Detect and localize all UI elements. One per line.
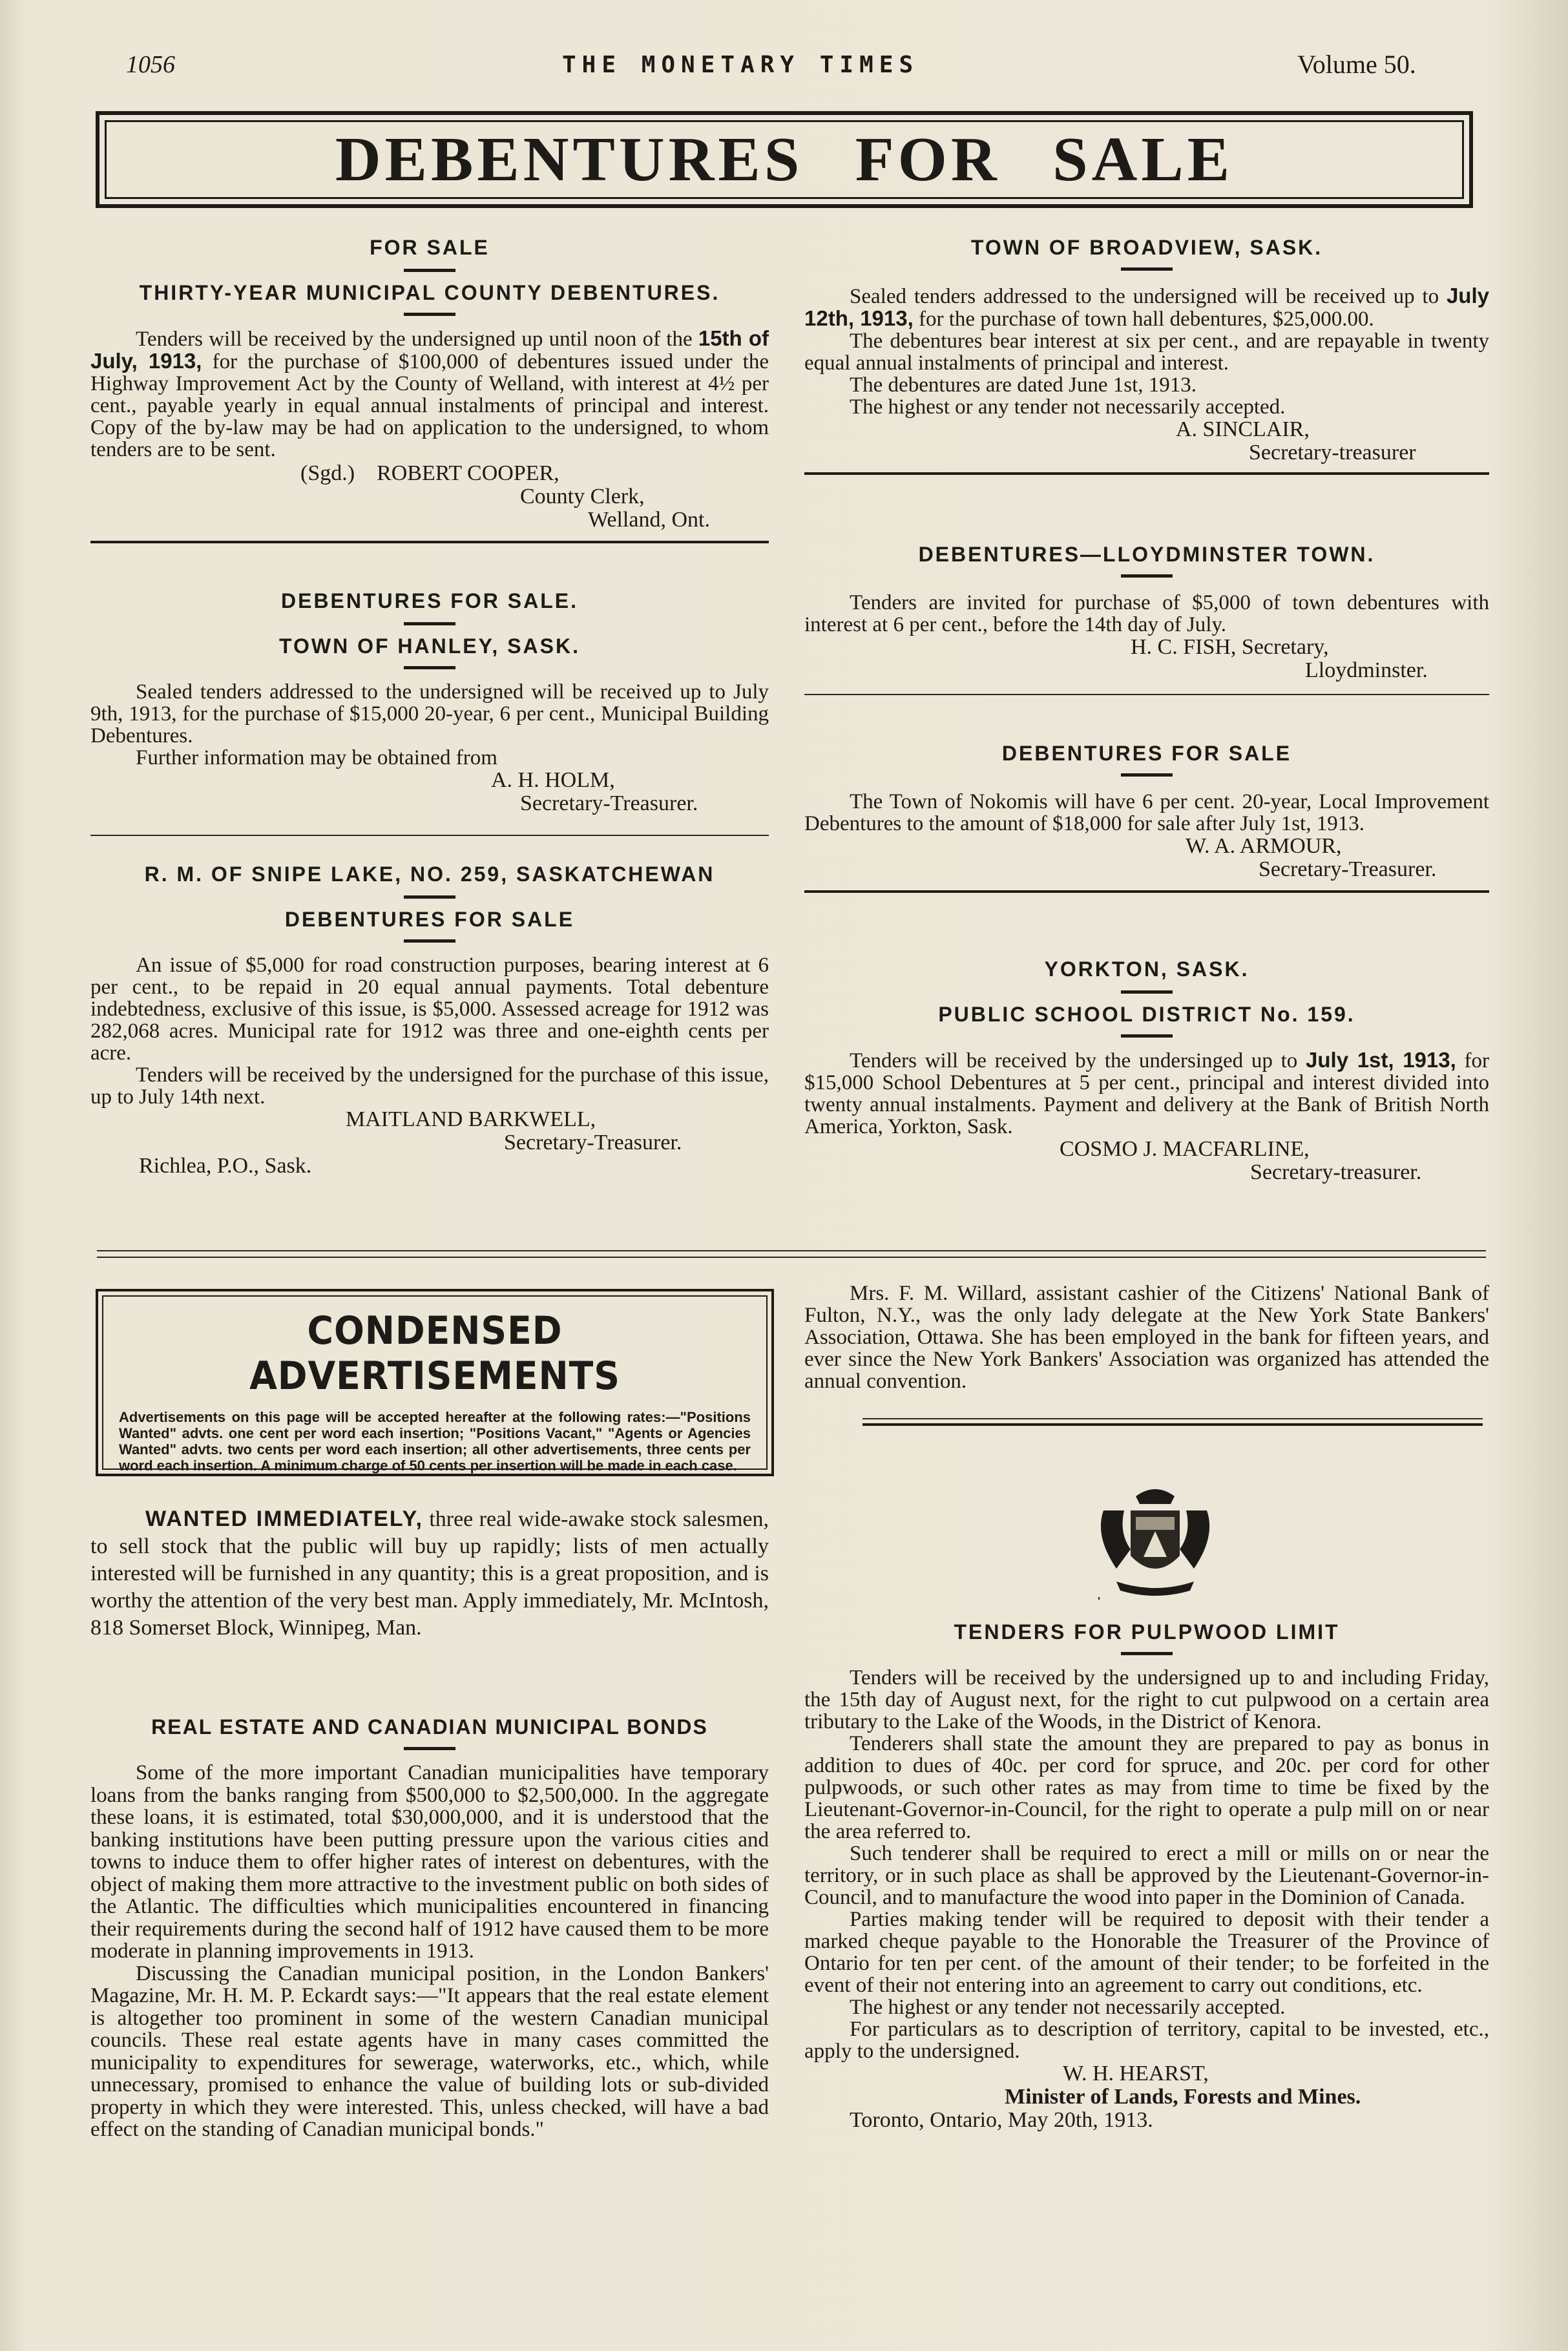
yorkton-sig-name: COSMO J. MACFARLINE, (1060, 1137, 1310, 1161)
broadview-p3: The debentures are dated June 1st, 1913. (850, 373, 1197, 397)
divider-dash (404, 313, 455, 316)
divider-dash (404, 666, 455, 669)
real-estate-p2: Discussing the Canadian municipal position, in the London Bankers' Magazine, Mr. H. M. P. Eckardt says:—"It appears that the real estate element is altogether too prominent in some of the western Canadian municipal councils. These real estate agents have in many cases committed the municipality to expenditures for sewerage, waterworks, etc., which, while unnecessary, promised to enhance the value of building lots or sub-divided property in which they were interested. This, unless checked, will have a bad effect on the standing of Canadian municipal bonds." (90, 1961, 769, 2141)
yorkton-ad (804, 957, 1489, 1184)
divider-dash (1121, 1034, 1173, 1038)
wanted-ad (90, 1505, 769, 1642)
divider-dash (404, 1747, 455, 1750)
yorkton-paragraph: Tenders will be received by the undersinged up to July 1st, 1913, for $15,000 School Debentures at 5 per cent., principal and interest divided into twenty annual instalments. Payment and delivery at the Bank of British North America, Yorkton, Sask. (804, 1048, 1489, 1138)
debentures-banner (96, 111, 1473, 208)
volume-label: Volume 50. (1297, 50, 1416, 79)
real-estate-head: REAL ESTATE AND CANADIAN MUNICIPAL BONDS (151, 1715, 708, 1739)
welland-signature: (Sgd.) ROBERT COOPER, (300, 461, 559, 485)
snipe-sig-place: Richlea, P.O., Sask. (139, 1154, 312, 1178)
pulpwood-sig-title: Minister of Lands, Forests and Mines. (1005, 2085, 1361, 2109)
yorkton-head1: YORKTON, SASK. (1044, 957, 1249, 981)
section-rule (862, 1418, 1483, 1426)
hanley-sig-name: A. H. HOLM, (491, 768, 615, 792)
nokomis-sig-name: W. A. ARMOUR, (1186, 834, 1342, 858)
section-rule (804, 472, 1489, 475)
divider-dash (1121, 574, 1173, 578)
broadview-p1: Sealed tenders addressed to the undersigned will be received up to July 12th, 1913, for the purchase of town hall debentures, $25,000.00. (804, 284, 1489, 331)
welland-head1: FOR SALE (370, 236, 490, 259)
hanley-ad (90, 589, 769, 836)
section-rule (804, 694, 1489, 695)
broadview-p4: The highest or any tender not necessarily accepted. (850, 395, 1286, 419)
snipe-head2: DEBENTURES FOR SALE (284, 908, 575, 931)
hanley-paragraph: Sealed tenders addressed to the undersigned will be received up to July 9th, 1913, for the purchase of $15,000 20-year, 6 per cent., Municipal Building Debentures. (90, 680, 769, 747)
snipe-paragraph2: Tenders will be received by the undersigned for the purchase of this issue, up to July 14th next. (90, 1063, 769, 1109)
page-number: 1056 (126, 51, 175, 78)
wanted-paragraph: WANTED IMMEDIATELY, three real wide-awake stock salesmen, to sell stock that the public will buy up rapidly; lists of men actually interested will be furnished in any quantity; this is a great proposition, and is worthy the attention of the very best man. Apply immediately, Mr. McIntosh, 818 Somerset Block, Winnipeg, Man. (90, 1507, 769, 1640)
condensed-ads-box (96, 1289, 774, 1476)
willard-paragraph: Mrs. F. M. Willard, assistant cashier of the Citizens' National Bank of Fulton, N.Y., was the only lady delegate at the New York State Bankers' Association, Ottawa. She has been employed in the bank for fifteen years, and ever since the New York Bankers' Association was organized has attended the annual convention. (804, 1282, 1489, 1393)
pulpwood-p2: Tenderers shall state the amount they are prepared to pay as bonus in addition to dues of 40c. per cord for spruce, and 20c. per cord for other pulpwoods, or such other rates as may from time to time be fixed by the Lieutenant-Governor-in-Council, for the right to operate a pulp mill on or near the area referred to. (804, 1732, 1489, 1843)
yorkton-sig-title: Secretary-treasurer. (1250, 1160, 1422, 1184)
divider-dash (1121, 990, 1173, 994)
broadview-sig-title: Secretary-treasurer (1249, 441, 1416, 465)
divider-dash (404, 622, 455, 625)
welland-ad (90, 236, 769, 543)
yorkton-head2: PUBLIC SCHOOL DISTRICT No. 159. (938, 1003, 1355, 1026)
divider-dash (1121, 267, 1173, 271)
hanley-paragraph2: Further information may be obtained from (136, 746, 497, 769)
pulpwood-tender (804, 1620, 1489, 2132)
condensed-title: CONDENSED ADVERTISEMENTS (249, 1308, 620, 1399)
hanley-head2: TOWN OF HANLEY, SASK. (279, 634, 580, 658)
publication-title: THE MONETARY TIMES (562, 52, 919, 78)
lloydminster-head: DEBENTURES—LLOYDMINSTER TOWN. (918, 543, 1375, 566)
snipe-sig-name: MAITLAND BARKWELL, (346, 1107, 596, 1131)
nokomis-paragraph: The Town of Nokomis will have 6 per cent. 20-year, Local Improvement Debentures to the amount of $18,000 for sale after July 1st, 1913. (804, 790, 1489, 835)
welland-paragraph: Tenders will be received by the undersigned up until noon of the 15th of July, 1913, for the purchase of $100,000 of debentures issued under the Highway Improvement Act by the County of Welland, with interest at 4½ per cent., payable yearly in equal annual instalments of principal and interest. Copy of the by-law may be had on application to the undersigned, to whom tenders are to be sent. (90, 326, 769, 461)
pulpwood-p6: For particulars as to description of territory, capital to be invested, etc., apply to the undersigned. (804, 2018, 1489, 2063)
nokomis-ad (804, 742, 1489, 893)
lloydminster-sig-name: H. C. FISH, Secretary, (1131, 635, 1329, 659)
section-rule (804, 890, 1489, 893)
pulpwood-p4: Parties making tender will be required to deposit with their tender a marked cheque payable to the Honorable the Treasurer of the Province of Ontario for ten per cent. of the amount of their tender; to be forfeited in the event of their not entering into an agreement to carry out conditions, etc. (804, 1908, 1489, 1997)
broadview-head: TOWN OF BROADVIEW, SASK. (970, 236, 1323, 259)
snipe-sig-title: Secretary-Treasurer. (504, 1131, 682, 1155)
hanley-sig-title: Secretary-Treasurer. (520, 791, 698, 815)
hanley-head1: DEBENTURES FOR SALE. (280, 589, 579, 612)
snipe-paragraph: An issue of $5,000 for road construction purposes, bearing interest at 6 per cent., to be repaid in 20 equal annual payments. Total debenture indebtedness, exclusive of this issue, is $5,000. Assessed acreage for 1912 was 282,068 acres. Municipal rate for 1912 was three and one-eighth cents per acre. (90, 954, 769, 1065)
broadview-ad (804, 236, 1489, 475)
condensed-rates: Advertisements on this page will be accepted hereafter at the following rates:—"Positions Wanted" advts. one cent per word each insertion; "Positions Vacant," "Agents or Agencies Wanted" advts. two cents per word each insertion; all other advertisements, three cents per word each insertion. A minimum charge of 50 cents per insertion will be made in each case. (119, 1409, 751, 1474)
real-estate-article (90, 1715, 769, 2141)
divider-dash (404, 895, 455, 899)
welland-head2: THIRTY-YEAR MUNICIPAL COUNTY DEBENTURES. (139, 281, 720, 304)
section-rule (90, 835, 769, 836)
nokomis-head: DEBENTURES FOR SALE (1001, 742, 1292, 765)
page-divider (97, 1250, 1486, 1258)
pulpwood-sig-name: W. H. HEARST, (1063, 2062, 1209, 2085)
banner-title: DEBENTURES FOR SALE (335, 125, 1234, 194)
pulpwood-p3: Such tenderer shall be required to erect a mill or mills on or near the territory, or in such place as shall be approved by the Lieutenant-Governor-in-Council, and to manufacture the wood into paper in the Dominion of Canada. (804, 1842, 1489, 1909)
pulpwood-p5: The highest or any tender not necessarily accepted. (850, 1996, 1286, 2019)
lloydminster-ad (804, 543, 1489, 695)
welland-place: Welland, Ont. (588, 508, 710, 532)
divider-dash (1121, 1652, 1173, 1655)
lloydminster-paragraph: Tenders are invited for purchase of $5,000 of town debentures with interest at 6 per cent., before the 14th day of July. (804, 591, 1489, 636)
real-estate-p1: Some of the more important Canadian municipalities have temporary loans from the banks ranging from $500,000 to $2,500,000. In the aggregate these loans, it is estimated, total $30,000,000, and it is understood that the banking institutions have been putting pressure upon the various cities and towns to induce them to offer higher rates of interest on debentures, with the object of making them more attractive to the investment public on both sides of the Atlantic. The difficulties which municipalities encountered in financing their requirements during the second half of 1912 have caused them to be more moderate in planning improvements in 1913. (90, 1761, 769, 1963)
broadview-sig-name: A. SINCLAIR, (1176, 417, 1310, 441)
section-rule (90, 541, 769, 543)
divider-dash (1121, 773, 1173, 777)
divider-dash (404, 939, 455, 943)
pulpwood-p1: Tenders will be received by the undersigned up to and including Friday, the 15th day of August next, for the right to cut pulpwood on a certain area tributary to the Lake of the Woods, in the District of Kenora. (804, 1666, 1489, 1733)
pulpwood-sig-place: Toronto, Ontario, May 20th, 1913. (850, 2108, 1153, 2132)
welland-title: County Clerk, (520, 485, 645, 508)
snipe-lake-ad (90, 862, 769, 1178)
ontario-coat-of-arms (1091, 1485, 1220, 1607)
lloydminster-sig-place: Lloydminster. (1305, 658, 1428, 682)
broadview-p2: The debentures bear interest at six per cent., and are repayable in twenty equal annual instalments of principal and interest. (804, 329, 1489, 375)
divider-dash (404, 269, 455, 272)
nokomis-sig-title: Secretary-Treasurer. (1259, 857, 1437, 881)
willard-note (804, 1282, 1489, 1426)
pulpwood-head: TENDERS FOR PULPWOOD LIMIT (954, 1620, 1340, 1644)
snipe-head1: R. M. OF SNIPE LAKE, NO. 259, SASKATCHEWAN (144, 862, 715, 886)
